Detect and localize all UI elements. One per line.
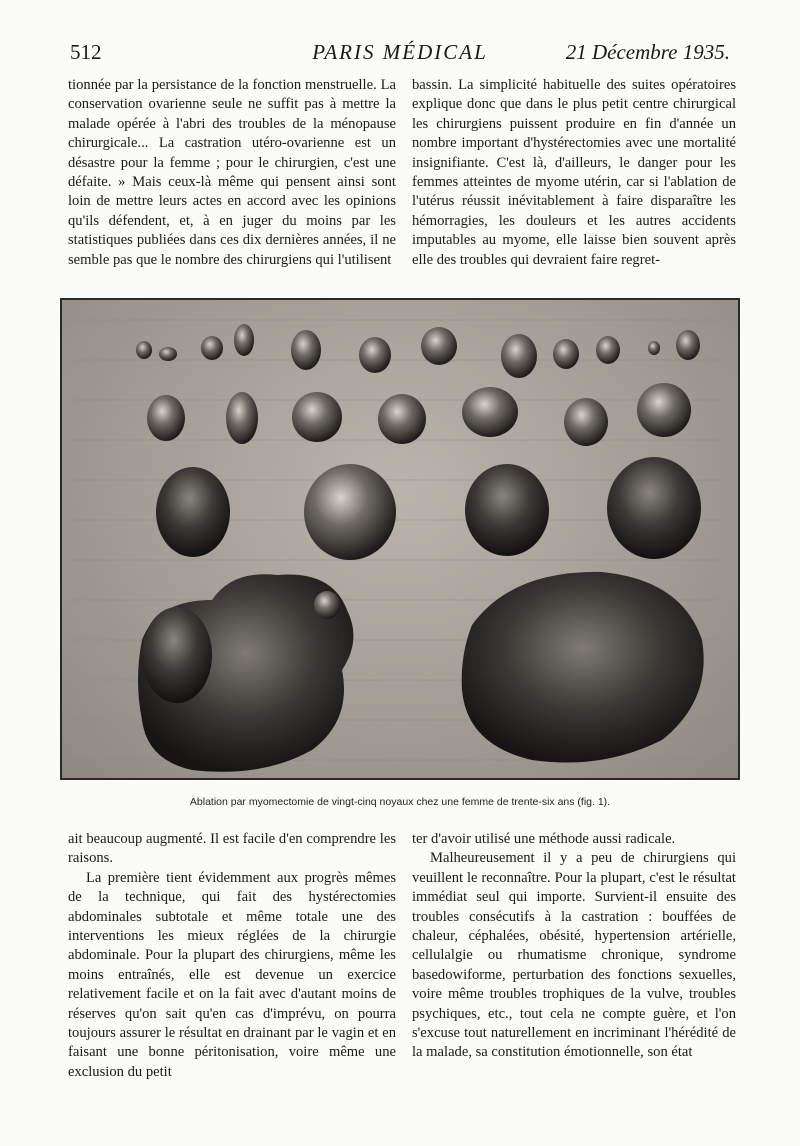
paragraph: bassin. La simplicité habituelle des suites opératoires explique donc que dans le plus petit centre chirurgical les chirurgiens puissent produire en fin d'année un nombre important d'hystérectomies avec une mortalité insignifiante. C'est là, d'ailleurs, le danger pour les femmes atteintes de myome utérin, car si l'ablation de l'utérus réussit inévitablement à faire disparaître les hémorragies, les douleurs et les autres accidents imputables au myome, elle laisse bien souvent après elle des troubles qui devraient faire regret- <box>412 77 736 268</box>
page-header <box>70 40 730 70</box>
paragraph: La première tient évidemment aux progrès mêmes de la technique, qui fait des hystérectomies abdominales subtotale et même totale une des interventions les mieux réglées de la chirurgie abdominale. Pour la plupart des chirurgiens, même les moins entraînés, elle est devenue un exercice relativement facile et on la fait avec d'autant moins de réserves qu'on sait qu'en cas d'imprévu, on pourra toujours assurer le résultat en drainant par le vagin et en faisant une bonne péritonisation, voire même une exclusion du petit <box>68 869 396 1080</box>
page-number: 512 <box>70 40 102 64</box>
paragraph: tionnée par la persistance de la fonction menstruelle. La conservation ovarienne seule ne suffit pas à mettre la malade opérée à l'abri des troubles de la ménopause chirurgicale... La castration utéro-ovarienne est un désastre pour la femme ; pour le chirurgien, c'est une défaite. » Mais ceux-là même qui pensent ainsi sont loin de mettre leurs actes en accord avec les opinions qu'ils défendent, et, à en juger du moins par les statistiques publiées dans ces dix dernières années, il ne semble pas que le nombre des chirurgiens qui l'utilisent <box>68 77 396 268</box>
tumor-row-2 <box>147 383 691 446</box>
paragraph: ait beaucoup augmenté. Il est facile d'en comprendre les raisons. <box>68 831 396 867</box>
tumor-row-4-large <box>138 572 704 772</box>
text-column-top-left <box>68 76 396 270</box>
text-column-bottom-right <box>412 830 736 1063</box>
figure-caption: Ablation par myomectomie de vingt-cinq noyaux chez une femme de trente-six ans (fig. 1). <box>189 796 611 808</box>
paragraph: Malheureusement il y a peu de chirurgiens qui veuillent le reconnaître. Pour la plupart, c'est le résultat immédiat seul qui importe. Survient-il ensuite des troubles consécutifs à la castration : bouffées de chaleur, céphalées, obésité, hypertension artérielle, cellulalgie ou rhumatisme chronique, syndrome basedowiforme, perturbation des fonctions sexuelles, voire même troubles trophiques de la vulve, troubles psychiques, etc., tout cela ne compte guère, et l'on s'excuse tout naturellement en incriminant l'hérédité de la malade, sa constitution émotionnelle, son état <box>412 850 736 1061</box>
tumor-row-3 <box>156 457 701 560</box>
paragraph: ter d'avoir utilisé une méthode aussi radicale. <box>412 831 676 847</box>
tumor-specimens-photo <box>62 300 738 778</box>
issue-date: 21 Décembre 1935. <box>565 40 730 64</box>
text-column-top-right <box>412 76 736 270</box>
text-column-bottom-left <box>68 830 396 1082</box>
figure-photograph <box>60 298 740 780</box>
tumor-row-1 <box>136 324 700 378</box>
journal-title: PARIS MÉDICAL <box>312 40 488 64</box>
